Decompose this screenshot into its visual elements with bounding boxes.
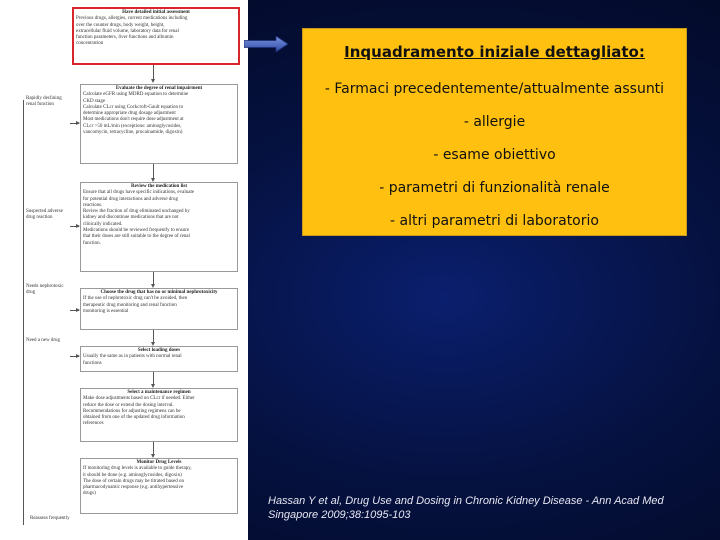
side-arrow-new-drug	[70, 356, 79, 357]
side-label-reassess: Reassess frequently	[30, 516, 70, 521]
initial-assessment-title: Have detailed initial assessment	[122, 10, 190, 15]
medication-list-box: Review the medication list Ensure that all drugs have specific indications, evaluate for potential drug interactions and adverse drug reactions. Review the fraction of drug eliminated unchanged by kidney and discontinue medications that are not clinically indicated. Medications should be reviewed frequently to ensure that their doses are still suitable to the degree of renal function.	[80, 182, 238, 272]
citation	[268, 494, 708, 522]
summary-item: - altri parametri di laboratorio	[390, 213, 599, 229]
pointer-arrow-icon	[244, 36, 288, 52]
side-label-renal: Rapidly declining renal function	[26, 96, 62, 107]
maintenance-regimen-title: Select a maintenance regimen	[127, 390, 191, 395]
citation-line: Hassan Y et al, Drug Use and Dosing in Chronic Kidney Disease - Ann Acad Med	[268, 495, 664, 507]
side-label-nephrotoxic: Needs nephrotoxic drug	[26, 284, 64, 295]
feedback-line	[23, 100, 24, 525]
monitor-drug-levels-title: Monitor Drug Levels	[136, 460, 182, 465]
summary-item: - parametri di funzionalità renale	[379, 180, 610, 196]
side-arrow-nephrotoxic	[70, 310, 79, 311]
summary-list	[303, 81, 686, 246]
summary-title: Inquadramento iniziale dettagliato:	[344, 43, 645, 61]
monitor-drug-levels-box: Monitor Drug Levels If monitoring drug levels is available to guide therapy, it should be done (e.g. aminoglycosides, digoxin) The dose of certain drugs may be titrated based on pharmacodynamic response (e.g. antihypertensive drugs)	[80, 458, 238, 514]
flowchart-panel	[0, 0, 248, 540]
maintenance-regimen-box: Select a maintenance regimen Make dose adjustments based on CLcr if needed. Either reduce the dose or extend the dosing interval. Recommendations for adjusting regimens can be obtained from one of the updated drug information references	[80, 388, 238, 442]
loading-doses-title: Select loading doses	[137, 348, 181, 353]
connector-arrow	[151, 79, 155, 83]
citation-line: Singapore 2009;38:1095-103	[268, 509, 411, 521]
renal-impairment-title: Evaluate the degree of renal impairment	[115, 86, 203, 91]
side-arrow-renal	[70, 123, 79, 124]
initial-assessment-box: Have detailed initial assessment Previous drugs, allergies, current medications including over the counter drugs, body weight, height, extracellular fluid volume, laboratory data for renal function parameters, liver functions and albumin concentration	[72, 7, 240, 65]
medication-list-title: Review the medication list	[131, 184, 187, 189]
side-arrow-adverse	[70, 226, 79, 227]
summary-box	[302, 28, 687, 236]
nephrotoxicity-box: Choose the drug that has no or minimal nephrotoxicity If the use of nephrotoxic drug can't be avoided, then therapeutic drug monitoring and renal function monitoring is essential	[80, 288, 238, 330]
renal-impairment-box: Evaluate the degree of renal impairment Calculate eGFR using MDRD equation to determine CKD stage Calculate CLcr using Cockcroft-Gault equation to determine appropriate drug dosage adjustment Most medications don't require dose adjustment at CLcr >50 mL/min (exceptions: aminoglycosides, vancomycin, tetracycline, procainamide, digoxin)	[80, 84, 238, 164]
summary-item: - Farmaci precedentemente/attualmente assunti	[324, 81, 665, 97]
loading-doses-box: Select loading doses Usually the same as in patients with normal renal functions	[80, 346, 238, 372]
side-label-new-drug: Need a new drug	[26, 338, 61, 343]
nephrotoxicity-title: Choose the drug that has no or minimal nephrotoxicity	[100, 290, 218, 295]
side-label-adverse: Suspected adverse drug reaction	[26, 209, 63, 220]
summary-item: - allergie	[463, 114, 526, 130]
summary-item: - esame obiettivo	[433, 147, 556, 163]
